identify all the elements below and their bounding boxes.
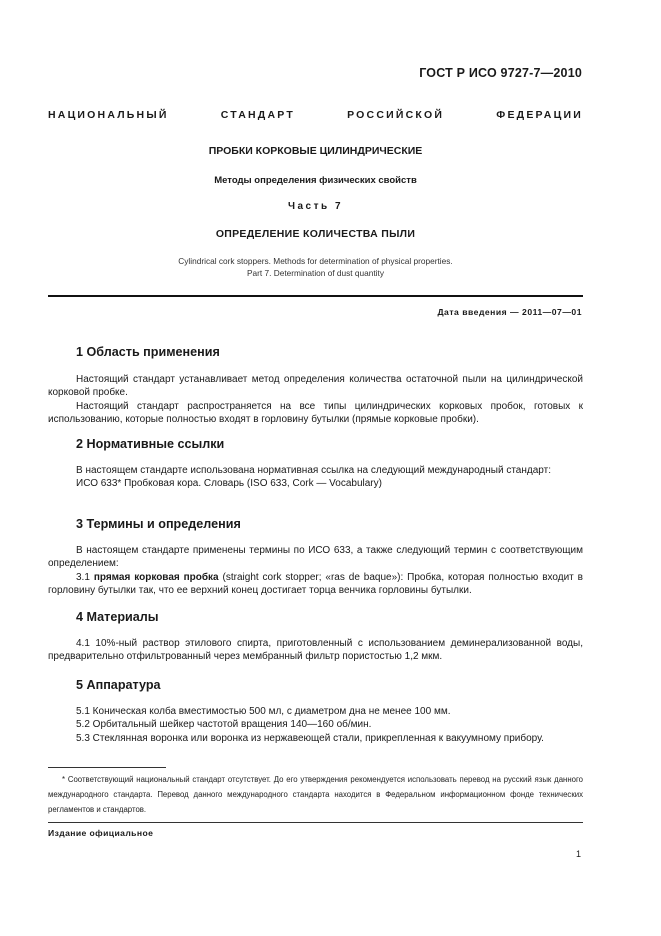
section-3-body [48, 544, 583, 598]
section-2-p1-text: В настоящем стандарте использована нормативная ссылка на следующий международный стандарт: [76, 465, 551, 476]
term-definition: (straight cork stopper; «ras de baque»): Пробка, которая полностью входит в горловину бутылки так, что ее верхний конец достигает торца венчика горловины бутылки. [48, 571, 583, 597]
section-5-p2-text: 5.2 Орбитальный шейкер частотой вращения 140—160 об/мин. [76, 719, 372, 731]
main-title: ПРОБКИ КОРКОВЫЕ ЦИЛИНДРИЧЕСКИЕ [208, 145, 423, 157]
section-2-heading: 2 Нормативные ссылки [76, 437, 225, 451]
section-2-paragraph-2 [48, 477, 583, 490]
section-5-heading: 5 Аппаратура [76, 678, 161, 692]
section-5-body [48, 705, 583, 745]
section-1-heading: 1 Область применения [76, 345, 220, 359]
footnote-divider [48, 767, 166, 768]
english-title-line-2: Part 7. Determination of dust quantity [247, 268, 384, 278]
section-3-paragraph-1 [48, 544, 583, 571]
page-number: 1 [575, 849, 581, 859]
banner-word-3: РОССИЙСКОЙ [347, 109, 445, 121]
section-4-paragraph-1 [48, 637, 583, 664]
introduction-date: Дата введения — 2011—07—01 [437, 307, 582, 317]
document-code: ГОСТ Р ИСО 9727-7—2010 [419, 66, 582, 80]
section-2-paragraph-1 [48, 464, 583, 477]
section-5-paragraph-1 [48, 705, 583, 718]
section-1-p1-text: Настоящий стандарт устанавливает метод определения количества остаточной пыли на цилиндрической корковой пробке. [48, 374, 583, 399]
subtitle: Методы определения физических свойств [214, 175, 417, 186]
section-5-paragraph-3 [48, 732, 583, 745]
section-1-body [48, 373, 583, 427]
edition-label: Издание официальное [48, 828, 154, 838]
section-3-heading: 3 Термины и определения [76, 517, 241, 531]
section-3-paragraph-2 [48, 571, 583, 598]
section-5-p1-text: 5.1 Коническая колба вместимостью 500 мл, с диаметром дна не менее 100 мм. [76, 706, 451, 717]
section-5-p3-text: 5.3 Стеклянная воронка или воронка из нержавеющей стали, прикрепленная к вакуумному прибору. [76, 732, 544, 744]
section-1-p2-text: Настоящий стандарт распространяется на все типы цилиндрических корковых пробок, готовых к использованию, которые полностью входят в горловину бутылки (прямые корковые пробки). [48, 400, 583, 426]
section-4-heading: 4 Материалы [76, 610, 159, 624]
section-2-p2-text: ИСО 633* Пробковая кора. Словарь (ISO 633, Cork — Vocabulary) [76, 478, 382, 490]
footnote-text: * Соответствующий национальный стандарт отсутствует. До его утверждения рекомендуется использовать перевод на русский язык данного международного стандарта. Перевод данного международного стандарта находится в Федеральном информационном фонде технических регламентов и стандартов. [48, 775, 583, 814]
section-4-body [48, 637, 583, 664]
national-standard-banner [48, 109, 583, 121]
section-5-paragraph-2 [48, 718, 583, 731]
section-3-p1-text: В настоящем стандарте применены термины по ИСО 633, а также следующий термин с соответствующим определением: [48, 545, 583, 570]
part-label: Часть 7 [287, 201, 344, 212]
footnote [48, 772, 583, 817]
section-4-p1-text: 4.1 10%-ный раствор этилового спирта, приготовленный с использованием деминерализованной воды, предварительно отфильтрованный через мембранный фильтр пористостью 1,2 мкм. [48, 638, 583, 663]
banner-word-4: ФЕДЕРАЦИИ [496, 109, 583, 121]
term-number: 3.1 [76, 571, 90, 583]
footer-divider [48, 822, 583, 823]
banner-word-2: СТАНДАРТ [220, 109, 295, 121]
english-title-line-1: Cylindrical cork stoppers. Methods for determination of physical properties. [178, 256, 453, 266]
section-1-paragraph-1 [48, 373, 583, 400]
section-2-body [48, 464, 583, 491]
term-name: прямая корковая пробка [93, 571, 219, 583]
part-title: ОПРЕДЕЛЕНИЕ КОЛИЧЕСТВА ПЫЛИ [215, 228, 416, 240]
section-1-paragraph-2 [48, 400, 583, 427]
banner-word-1: НАЦИОНАЛЬНЫЙ [48, 109, 169, 121]
title-divider [48, 295, 583, 297]
